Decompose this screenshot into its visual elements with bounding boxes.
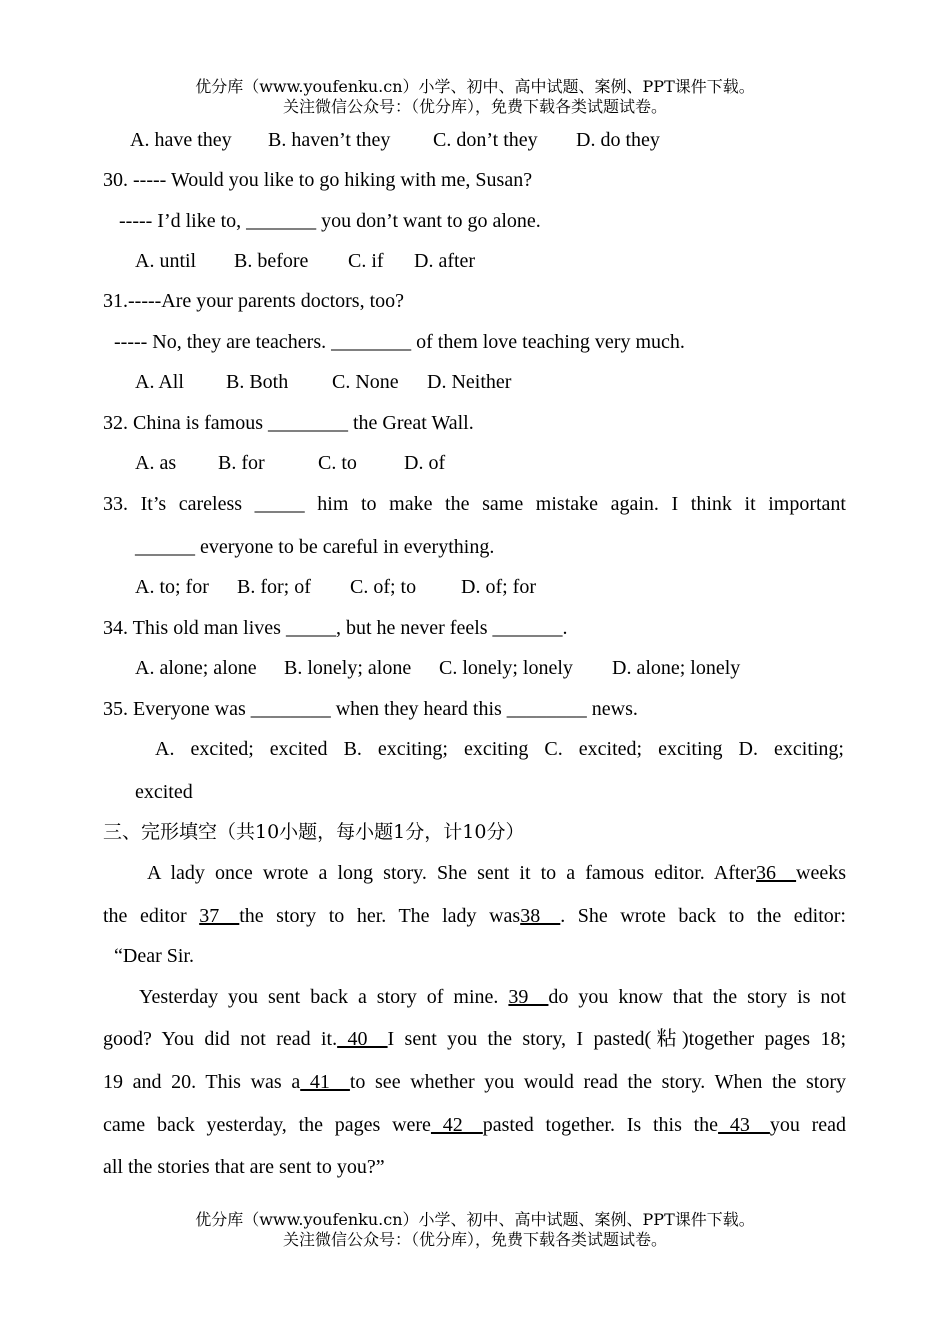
cloze-text: . She wrote back to the editor: [560,905,846,927]
q34-option-a: A. alone; alone [135,657,257,679]
page-footer [0,1210,950,1250]
cloze-text: came back yesterday, the pages were [103,1114,431,1136]
cloze-text: good? You did not read it. [103,1028,338,1050]
q31-option-c: C. None [332,371,399,393]
blank-40: 40__ [337,1028,388,1050]
blank-42: 42__ [430,1114,483,1136]
q31-option-b: B. Both [226,371,289,393]
cloze-line-5 [103,1027,846,1051]
cloze-text: A lady once wrote a long story. She sent it to a famous editor. After [147,862,757,884]
cloze-text: Yesterday you sent back a story of mine. [139,986,509,1008]
blank-39: 39__ [508,986,549,1008]
blank-41: 41__ [300,1071,350,1093]
q35-stem: 35. Everyone was ________ when they heard this ________ news. [103,698,638,720]
q30-option-d: D. after [414,250,476,272]
cloze-text: to see whether you would read the story. When the story [349,1071,847,1093]
q33-stem: 33. It’s careless _____ him to make the same mistake again. I think it important [103,493,846,515]
blank-38: 38__ [520,905,561,927]
q29-option-b: B. haven’t they [268,129,391,151]
header-line-1: 优分库（www.youfenku.cn）小学、初中、高中试题、案例、PPT课件下载。 [195,77,755,96]
cloze-text: I sent you the story, I pasted(粘)together pages 18; [387,1028,847,1050]
footer-line-1: 优分库（www.youfenku.cn）小学、初中、高中试题、案例、PPT课件下载。 [195,1210,755,1229]
cloze-line-2 [103,904,846,928]
cloze-line-4 [139,985,846,1009]
cloze-text: you read [769,1114,847,1136]
footer-line-2: 关注微信公众号：（优分库），免费下载各类试题试卷。 [282,1230,667,1249]
q33-option-b: B. for; of [237,576,311,598]
q33-option-c: C. of; to [350,576,417,598]
q31-response: ----- No, they are teachers. ________ of them love teaching very much. [114,331,685,353]
q34-option-d: D. alone; lonely [612,657,741,679]
blank-36: 36__ [756,862,797,884]
q31-option-d: D. Neither [427,371,512,393]
section-title-cloze: 三、完形填空（共10小题，每小题1分，计10分） [103,821,525,843]
cloze-text: weeks [796,862,846,884]
q33-stem-cont: ______ everyone to be careful in everything. [135,536,495,558]
cloze-text: the editor [103,905,200,927]
cloze-text: 19 and 20. This was a [103,1071,301,1093]
q34-option-c: C. lonely; lonely [439,657,573,679]
cloze-text: pasted together. Is this the [482,1114,719,1136]
q30-response: ----- I’d like to, _______ you don’t want to go alone. [119,210,541,232]
q34-option-b: B. lonely; alone [284,657,412,679]
q32-option-c: C. to [318,452,357,474]
q31-option-a: A. All [135,371,184,393]
page-header [0,77,950,117]
q30-stem: 30. ----- Would you like to go hiking with me, Susan? [103,169,533,191]
blank-43: 43__ [718,1114,770,1136]
cloze-line-1 [147,861,846,885]
cloze-line-6 [103,1070,846,1094]
q31-stem: 31.-----Are your parents doctors, too? [103,290,405,312]
cloze-salutation: “Dear Sir. [114,945,194,967]
q29-option-d: D. do they [576,129,660,151]
q30-option-b: B. before [234,250,309,272]
q32-stem: 32. China is famous ________ the Great Wall. [103,412,474,434]
q34-stem: 34. This old man lives _____, but he never feels _______. [103,617,568,639]
cloze-text: do you know that the story is not [548,986,846,1008]
cloze-line-7 [103,1113,846,1137]
cloze-line-8: all the stories that are sent to you?” [103,1156,385,1178]
q30-option-c: C. if [348,250,384,272]
header-line-2: 关注微信公众号：（优分库），免费下载各类试题试卷。 [282,97,667,116]
q32-option-d: D. of [404,452,446,474]
cloze-text: the story to her. The lady was [239,905,521,927]
q35-options: A. excited; excited B. exciting; exciting C. excited; exciting D. exciting; [155,738,844,760]
q32-option-b: B. for [218,452,265,474]
q29-option-c: C. don’t they [433,129,538,151]
q35-options-cont: excited [135,781,193,803]
q33-option-a: A. to; for [135,576,209,598]
q33-option-d: D. of; for [461,576,536,598]
q32-option-a: A. as [135,452,177,474]
q29-option-a: A. have they [130,129,232,151]
blank-37: 37__ [199,905,240,927]
q30-option-a: A. until [135,250,197,272]
